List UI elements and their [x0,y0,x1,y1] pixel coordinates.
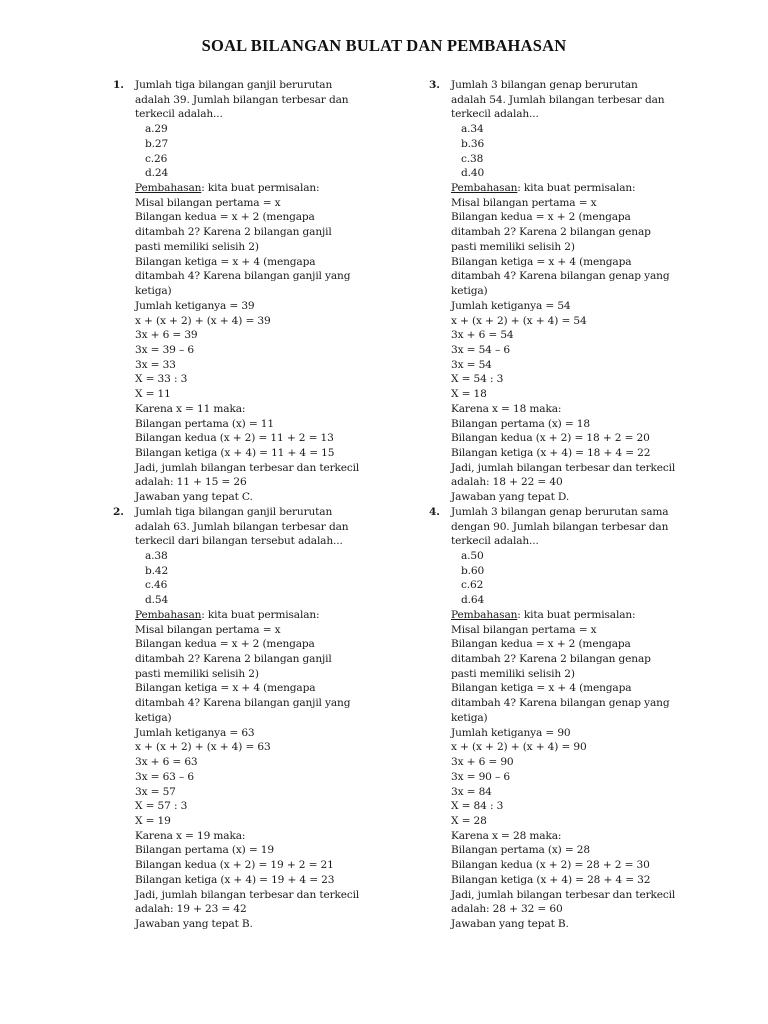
solution-line: pasti memiliki selisih 2) [451,240,575,253]
solution-line: Misal bilangan pertama = x [451,196,597,209]
solution-line: Bilangan kedua (x + 2) = 28 + 2 = 30 [451,859,650,872]
solution-heading [451,181,699,196]
solution-line: 3x = 33 [135,358,176,371]
solution-line: Bilangan ketiga (x + 4) = 18 + 4 = 22 [451,446,651,459]
solution-line: ditambah 2? Karena 2 bilangan genap [451,653,651,666]
problem-number: 4. [429,505,440,518]
solution-line: 3x = 54 – 6 [451,343,510,356]
solution-line: X = 19 [135,814,171,827]
answer-option: b.36 [461,137,485,150]
solution-line: Bilangan kedua = x + 2 (mengapa [451,211,631,224]
solution-line: Jawaban yang tepat B. [135,917,253,930]
solution-line: X = 28 [451,814,487,827]
solution-line: 3x = 90 – 6 [451,770,510,783]
solution-line: 3x = 84 [451,785,492,798]
solution-line: X = 18 [451,388,487,401]
solution-line: Bilangan pertama (x) = 18 [451,417,590,430]
answer-option: c.46 [145,579,168,592]
solution-line: ditambah 2? Karena 2 bilangan genap [451,226,651,239]
solution-line: Karena x = 11 maka: [135,402,246,415]
solution-line: X = 54 : 3 [451,373,504,386]
solution-line: Bilangan ketiga (x + 4) = 19 + 4 = 23 [135,873,335,886]
solution-line: pasti memiliki selisih 2) [451,667,575,680]
solution-line: ketiga) [451,711,488,724]
solution-line: ditambah 4? Karena bilangan ganjil yang [135,697,351,710]
answer-option: a.38 [145,550,168,562]
pembahasan-intro: : kita buat permisalan: [517,608,636,621]
problem-body [135,505,383,932]
answer-option: a.29 [145,123,168,136]
solution-line: x + (x + 2) + (x + 4) = 54 [451,314,587,327]
answer-option: c.26 [145,152,168,165]
solution-line: 3x = 39 – 6 [135,343,194,356]
solution-line: 3x + 6 = 90 [451,756,514,769]
solution-line: Bilangan kedua = x + 2 (mengapa [135,211,315,224]
solution-line: Karena x = 28 maka: [451,829,562,842]
problem-3 [429,78,699,505]
solution-line: ditambah 2? Karena 2 bilangan ganjil [135,653,332,666]
problem-number: 1. [113,79,124,91]
solution-line: Bilangan ketiga (x + 4) = 28 + 4 = 32 [451,873,651,886]
solution-line: adalah: 11 + 15 = 26 [135,476,247,489]
answer-option: a.50 [461,550,484,562]
solution-line: x + (x + 2) + (x + 4) = 39 [135,314,271,327]
problem-body [451,505,699,932]
question-line: Jumlah tiga bilangan ganjil berurutan [135,79,333,91]
question-line: terkecil adalah... [451,535,539,548]
solution-line: adalah: 18 + 22 = 40 [451,476,563,489]
solution-line: X = 57 : 3 [135,800,188,813]
answer-option: d.54 [145,594,169,607]
solution-line: ketiga) [135,711,172,724]
answer-option: b.42 [145,564,169,577]
question-line: adalah 63. Jumlah bilangan terbesar dan [135,520,349,533]
answer-option: d.64 [461,594,485,607]
solution-line: adalah: 28 + 32 = 60 [451,903,563,916]
solution-line: 3x = 57 [135,785,176,798]
solution-line: Bilangan ketiga (x + 4) = 11 + 4 = 15 [135,446,335,459]
question-line: terkecil adalah... [135,108,223,121]
answer-option: b.27 [145,137,169,150]
pembahasan-label: Pembahasan [451,182,518,195]
solution-line: Misal bilangan pertama = x [451,623,597,636]
answer-option: c.38 [461,152,484,165]
solution-line: Bilangan kedua = x + 2 (mengapa [451,638,631,651]
answer-option: d.24 [145,167,169,180]
solution-line: ketiga) [135,285,172,298]
pembahasan-label: Pembahasan [135,182,202,195]
answer-option: a.34 [461,123,484,136]
solution-line: 3x + 6 = 39 [135,329,198,342]
solution-line: Jumlah ketiganya = 39 [135,299,255,312]
solution-heading [451,608,699,623]
solution-line: Bilangan pertama (x) = 19 [135,844,274,857]
pembahasan-intro: : kita buat permisalan: [201,608,320,621]
pembahasan-intro: : kita buat permisalan: [201,182,320,195]
pembahasan-intro: : kita buat permisalan: [517,182,636,195]
solution-line: 3x + 6 = 63 [135,756,198,769]
solution-line: ditambah 2? Karena 2 bilangan ganjil [135,226,332,239]
solution-line: ditambah 4? Karena bilangan genap yang [451,697,670,710]
problem-4 [429,505,699,932]
solution-heading [135,181,383,196]
problem-body [451,78,699,505]
solution-line: Bilangan ketiga = x + 4 (mengapa [451,255,632,268]
solution-line: Jadi, jumlah bilangan terbesar dan terkecil [135,461,360,474]
solution-line: ditambah 4? Karena bilangan ganjil yang [135,270,351,283]
solution-line: Jumlah ketiganya = 63 [135,726,255,739]
solution-line: x + (x + 2) + (x + 4) = 90 [451,741,587,754]
problem-body [135,78,383,505]
solution-line: pasti memiliki selisih 2) [135,667,259,680]
solution-line: Bilangan ketiga = x + 4 (mengapa [451,682,632,695]
answer-option: c.62 [461,579,484,592]
solution-line: Bilangan kedua (x + 2) = 11 + 2 = 13 [135,432,334,445]
solution-line: Misal bilangan pertama = x [135,623,281,636]
question-line: terkecil adalah... [451,108,539,121]
solution-line: Bilangan pertama (x) = 11 [135,417,274,430]
solution-line: X = 84 : 3 [451,800,504,813]
question-line: Jumlah 3 bilangan genap berurutan sama [451,505,669,518]
question-line: adalah 54. Jumlah bilangan terbesar dan [451,93,665,106]
solution-line: pasti memiliki selisih 2) [135,240,259,253]
pembahasan-label: Pembahasan [135,608,202,621]
question-line: dengan 90. Jumlah bilangan terbesar dan [451,520,669,533]
left-column [113,78,383,932]
solution-line: Jumlah ketiganya = 90 [451,726,571,739]
solution-line: Jawaban yang tepat B. [451,917,569,930]
answer-option: b.60 [461,564,485,577]
solution-line: Jawaban yang tepat D. [451,491,570,504]
solution-heading [135,608,383,623]
solution-line: 3x = 63 – 6 [135,770,194,783]
problem-1 [113,78,383,505]
question-line: terkecil dari bilangan tersebut adalah... [135,535,343,548]
solution-line: Jadi, jumlah bilangan terbesar dan terkecil [451,461,676,474]
problem-number: 3. [429,79,440,91]
solution-line: 3x = 54 [451,358,492,371]
solution-line: Karena x = 18 maka: [451,402,562,415]
right-column [429,78,699,932]
solution-line: X = 11 [135,388,171,401]
solution-line: Bilangan pertama (x) = 28 [451,844,590,857]
question-line: adalah 39. Jumlah bilangan terbesar dan [135,93,349,106]
question-line: Jumlah tiga bilangan ganjil berurutan [135,505,333,518]
solution-line: X = 33 : 3 [135,373,188,386]
answer-option: d.40 [461,167,485,180]
solution-line: ditambah 4? Karena bilangan genap yang [451,270,670,283]
solution-line: Bilangan ketiga = x + 4 (mengapa [135,255,316,268]
solution-line: adalah: 19 + 23 = 42 [135,903,247,916]
solution-line: Bilangan ketiga = x + 4 (mengapa [135,682,316,695]
solution-line: ketiga) [451,285,488,298]
pembahasan-label: Pembahasan [451,608,518,621]
solution-line: x + (x + 2) + (x + 4) = 63 [135,741,271,754]
solution-line: Karena x = 19 maka: [135,829,246,842]
solution-line: Bilangan kedua (x + 2) = 19 + 2 = 21 [135,859,334,872]
solution-line: Bilangan kedua (x + 2) = 18 + 2 = 20 [451,432,650,445]
document-title: SOAL BILANGAN BULAT DAN PEMBAHASAN [201,36,567,55]
question-line: Jumlah 3 bilangan genap berurutan [451,79,638,91]
solution-line: Misal bilangan pertama = x [135,196,281,209]
solution-line: Jadi, jumlah bilangan terbesar dan terkecil [451,888,676,901]
problem-number: 2. [113,505,124,518]
solution-line: Jawaban yang tepat C. [135,491,253,504]
solution-line: Jumlah ketiganya = 54 [451,299,571,312]
solution-line: 3x + 6 = 54 [451,329,514,342]
solution-line: Bilangan kedua = x + 2 (mengapa [135,638,315,651]
solution-line: Jadi, jumlah bilangan terbesar dan terkecil [135,888,360,901]
problem-2 [113,505,383,932]
